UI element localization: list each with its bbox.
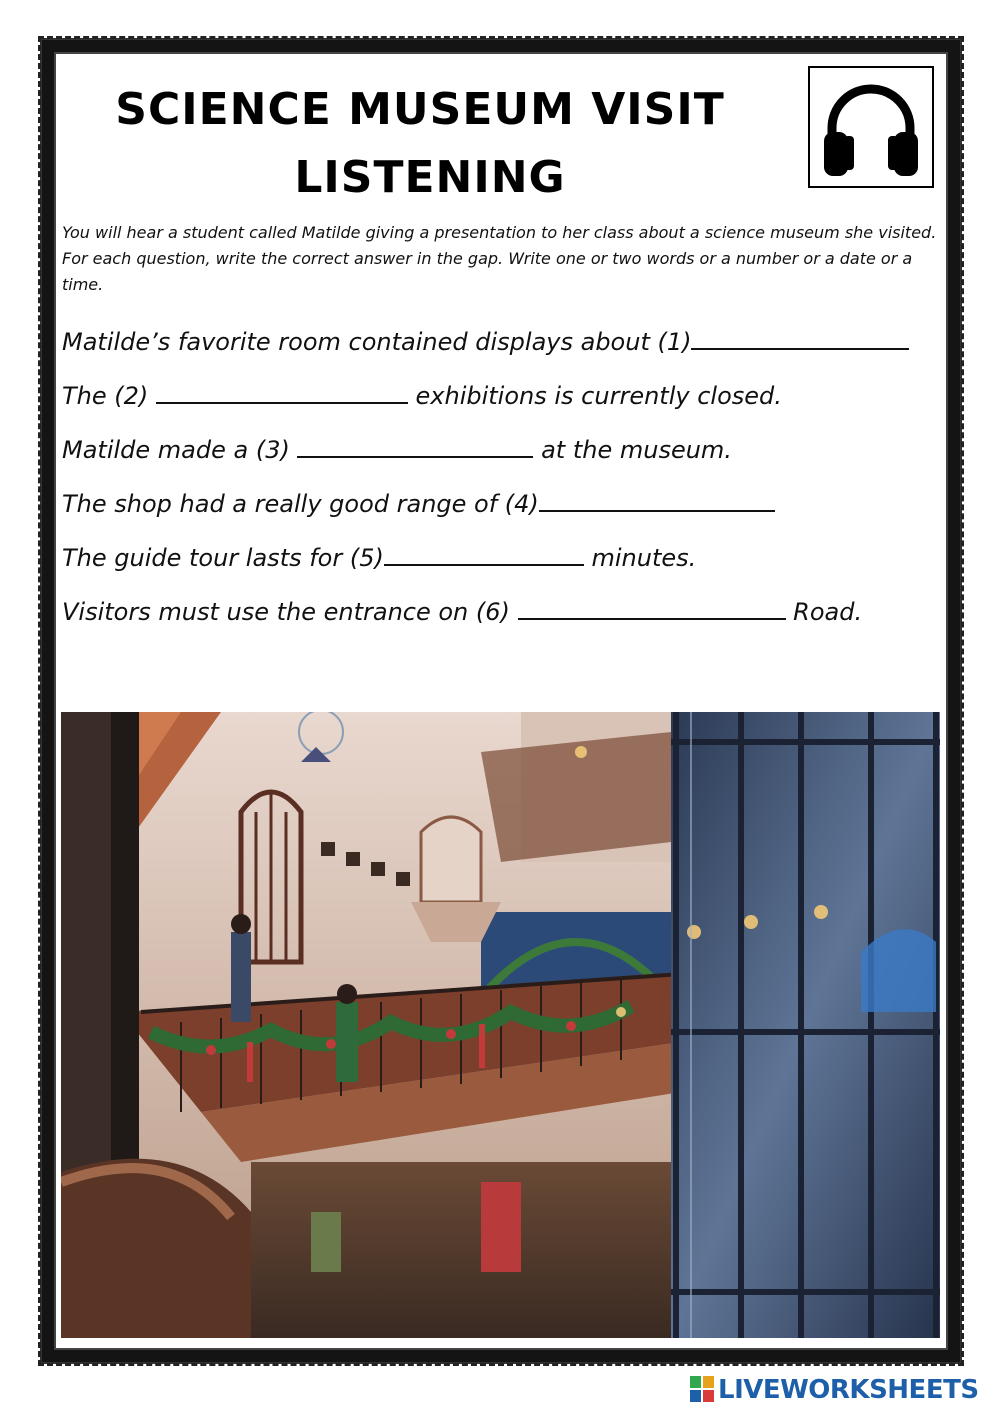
question-2-rest: exhibitions is currently closed. [407,382,782,410]
answer-gap-6[interactable] [518,596,786,620]
page-title: SCIENCE MUSEUM VISIT [115,84,725,135]
question-5 [62,542,942,572]
question-2-text: The (2) [62,382,156,410]
answer-gap-5[interactable] [384,542,584,566]
answer-gap-2[interactable] [156,380,408,404]
brand-name: LIVEWORKSHEETS [718,1375,979,1405]
headphones-icon-box [808,66,934,188]
question-6-rest: Road. [785,598,863,626]
museum-photo [61,712,940,1338]
question-3-text: Matilde made a (3) [62,436,298,464]
question-6-text: Visitors must use the entrance on (6) [62,598,518,626]
question-6 [62,596,942,626]
museum-interior-illustration [61,712,940,1338]
question-2 [62,380,942,410]
instructions: You will hear a student called Matilde giving a presentation to her class about a science museum she visited. For each question, write the correct answer in the gap. Write one or two words or a number or a date or a time. [62,223,937,294]
question-4 [62,488,942,518]
question-5-rest: minutes. [583,544,697,572]
headphones-icon [818,76,924,180]
answer-gap-4[interactable] [539,488,775,512]
question-1-text: Matilde’s favorite room contained displays about (1) [62,328,692,356]
question-3-rest: at the museum. [533,436,732,464]
question-4-text: The shop had a really good range of (4) [62,490,539,518]
answer-gap-1[interactable] [691,326,909,350]
answer-gap-3[interactable] [297,434,533,458]
brand-watermark [690,1374,979,1406]
question-5-text: The guide tour lasts for (5) [62,544,384,572]
page-subtitle: LISTENING [294,152,566,203]
liveworksheets-logo-icon [690,1376,714,1404]
question-1 [62,326,942,356]
question-3 [62,434,942,464]
